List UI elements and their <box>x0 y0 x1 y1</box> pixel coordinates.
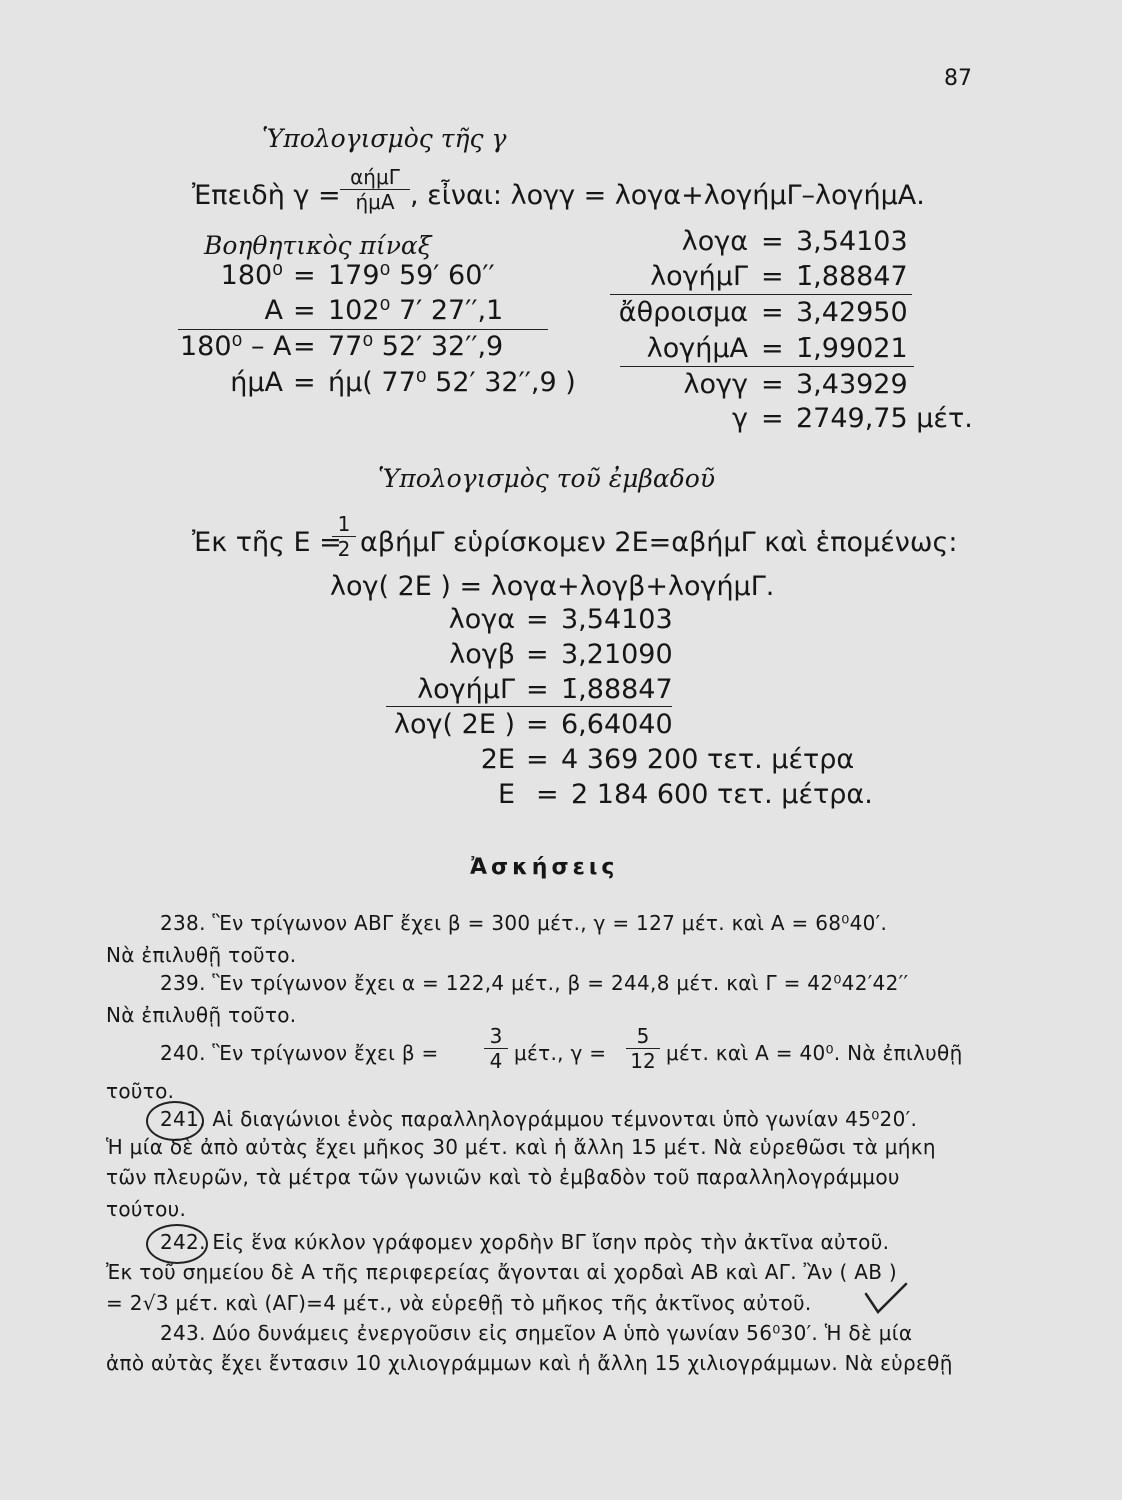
aux-row-eq: = <box>293 331 316 362</box>
exercise-240-line: τοῦτο. <box>106 1079 175 1103</box>
area-log-equation: λογ( 2Ε ) = λογα+λογβ+λογήμΓ. <box>330 571 775 602</box>
aux-row-eq: = <box>293 367 316 398</box>
exercise-242-line: = 2√3 μέτ. καὶ (ΑΓ)=4 μέτ., νὰ εὑρεθῇ τὸ μῆκος τῆς ἀκτῖνος αὐτοῦ. <box>106 1291 812 1315</box>
log-row-eq: = <box>761 369 784 400</box>
area-row-lhs: λογήμΓ <box>417 674 515 705</box>
log-row-lhs: ἄθροισμα <box>618 297 748 328</box>
area-row-rhs: 3,21090 <box>561 639 673 670</box>
area-row-eq: = <box>526 604 549 635</box>
half-fraction-num: 1 <box>337 512 351 536</box>
area-row-lhs: λογβ <box>449 639 515 670</box>
aux-row-rhs: 179⁰ 59′ 60′′ <box>328 260 495 291</box>
log-row-lhs: γ <box>732 403 748 434</box>
exercise-241-line: 241. Αἱ διαγώνιοι ἑνὸς παραλληλογράμμου τέμνονται ὑπὸ γωνίαν 45⁰20′. <box>160 1107 918 1131</box>
exercise-239-line: Νὰ ἐπιλυθῇ τοῦτο. <box>106 1003 297 1027</box>
log-row-rhs: 1̄,99021 <box>796 333 908 364</box>
log-table-rule <box>610 294 912 295</box>
log-row-eq: = <box>761 403 784 434</box>
area-row-rhs: 1̄,88847 <box>561 674 673 705</box>
area-row-eq: = <box>536 779 559 810</box>
log-row-rhs: 1̄,88847 <box>796 261 908 292</box>
page-number: 87 <box>944 66 972 91</box>
log-row-eq: = <box>761 261 784 292</box>
gamma-fraction-num: αήμΓ <box>350 165 400 189</box>
half-fraction-den: 2 <box>337 537 351 561</box>
log-row-rhs: 2749,75 μέτ. <box>796 403 973 434</box>
aux-row-lhs: ήμΑ <box>230 367 283 398</box>
log-row-rhs: 3,54103 <box>796 226 908 257</box>
exercise-240-fraction-gamma <box>626 1026 660 1071</box>
area-row-eq: = <box>526 709 549 740</box>
gamma-formula-suffix: , εἶναι: λογγ = λογα+λογήμΓ–λογήμΑ. <box>410 180 925 211</box>
aux-row-rhs: 102⁰ 7′ 27′′,1 <box>328 295 504 326</box>
exercise-239-line: 239. Ἓν τρίγωνον ἔχει α = 122,4 μέτ., β = 244,8 μέτ. καὶ Γ = 42⁰42′42′′ <box>160 971 909 995</box>
fraction-den: 4 <box>489 1049 503 1073</box>
log-row-eq: = <box>761 226 784 257</box>
aux-row-lhs: 180⁰ – Α <box>180 331 292 362</box>
aux-row-eq: = <box>293 295 316 326</box>
aux-table-rule <box>178 329 548 330</box>
area-row-lhs: λογα <box>448 604 515 635</box>
log-row-lhs: λογήμΑ <box>646 333 748 364</box>
log-row-eq: = <box>761 333 784 364</box>
aux-table-title: Βοηθητικὸς πίναξ <box>204 231 432 260</box>
log-row-lhs: λογήμΓ <box>650 261 748 292</box>
aux-row-lhs: 180⁰ <box>220 260 283 291</box>
aux-row-rhs: 77⁰ 52′ 32′′,9 <box>328 331 504 362</box>
gamma-fraction <box>340 167 410 212</box>
area-line-prefix: Ἐκ τῆς Ε = <box>192 527 342 558</box>
aux-row-rhs: ήμ( 77⁰ 52′ 32′′,9 ) <box>328 367 576 398</box>
exercise-243-line: ἀπὸ αὐτὰς ἔχει ἔντασιν 10 χιλιογράμμων καὶ ἡ ἄλλη 15 χιλιογράμμων. Νὰ εὑρεθῇ <box>106 1351 953 1375</box>
aux-row-eq: = <box>293 260 316 291</box>
exercise-242-line: 242. Εἰς ἕνα κύκλον γράφομεν χορδὴν ΒΓ ἴσην πρὸς τὴν ἀκτῖνα αὐτοῦ. <box>160 1230 890 1254</box>
exercise-240-line: μέτ. καὶ Α = 40⁰. Νὰ ἐπιλυθῇ <box>666 1041 963 1065</box>
exercise-243-line: 243. Δύο δυνάμεις ἐνεργοῦσιν εἰς σημεῖον Α ὑπὸ γωνίαν 56⁰30′. Ἡ δὲ μία <box>160 1321 913 1345</box>
exercise-238-line: 238. Ἓν τρίγωνον ΑΒΓ ἔχει β = 300 μέτ., γ = 127 μέτ. καὶ Α = 68⁰40′. <box>160 911 888 935</box>
area-line-suffix: αβήμΓ εὑρίσκομεν 2Ε=αβήμΓ καὶ ἑπομένως: <box>360 527 958 558</box>
log-row-rhs: 3,42950 <box>796 297 908 328</box>
exercise-240-line: 240. Ἓν τρίγωνον ἔχει β = <box>160 1041 439 1065</box>
log-row-rhs: 3,43929 <box>796 369 908 400</box>
exercise-240-fraction-beta <box>484 1026 508 1071</box>
log-table-rule <box>620 366 914 367</box>
area-row-lhs: λογ( 2Ε ) <box>394 709 515 740</box>
aux-row-lhs: Α <box>264 295 283 326</box>
area-row-lhs: Ε <box>497 779 515 810</box>
area-row-eq: = <box>526 639 549 670</box>
fraction-den: 12 <box>630 1049 656 1073</box>
area-row-eq: = <box>526 744 549 775</box>
area-table-rule <box>386 706 672 707</box>
gamma-fraction-den: ήμΑ <box>355 190 395 214</box>
exercise-241-line: τούτου. <box>106 1197 187 1221</box>
log-row-eq: = <box>761 297 784 328</box>
log-row-lhs: λογα <box>681 226 748 257</box>
area-row-rhs: 6,64040 <box>561 709 673 740</box>
exercise-241-line: Ἡ μία δὲ ἀπὸ αὐτὰς ἔχει μῆκος 30 μέτ. καὶ ἡ ἄλλη 15 μέτ. Νὰ εὑρεθῶσι τὰ μήκη <box>106 1135 936 1159</box>
exercise-238-line: Νὰ ἐπιλυθῇ τοῦτο. <box>106 943 297 967</box>
gamma-formula-prefix: Ἐπειδὴ γ = <box>192 180 341 211</box>
fraction-num: 5 <box>636 1024 650 1048</box>
half-fraction <box>332 514 356 559</box>
area-row-lhs: 2Ε <box>480 744 515 775</box>
area-row-rhs: 3,54103 <box>561 604 673 635</box>
fraction-num: 3 <box>489 1024 503 1048</box>
area-row-rhs: 2 184 600 τετ. μέτρα. <box>571 779 873 810</box>
log-row-lhs: λογγ <box>683 369 748 400</box>
area-row-rhs: 4 369 200 τετ. μέτρα <box>561 744 855 775</box>
exercise-241-line: τῶν πλευρῶν, τὰ μέτρα τῶν γωνιῶν καὶ τὸ ἐμβαδὸν τοῦ παραλληλογράμμου <box>106 1165 900 1189</box>
exercise-240-line: μέτ., γ = <box>514 1041 607 1065</box>
handwritten-check-mark-icon <box>860 1280 910 1320</box>
section-heading-area: Ὑπολογισμὸς τοῦ ἐμβαδοῦ <box>378 464 716 493</box>
area-row-eq: = <box>526 674 549 705</box>
exercises-heading: Ἀσκήσεις <box>470 855 619 880</box>
section-heading-gamma: Ὑπολογισμὸς τῆς γ <box>262 124 507 153</box>
exercise-242-line: Ἐκ τοῦ σημείου δὲ Α τῆς περιφερείας ἄγονται αἱ χορδαὶ ΑΒ καὶ ΑΓ. Ἂν ( ΑΒ ) <box>106 1260 898 1284</box>
